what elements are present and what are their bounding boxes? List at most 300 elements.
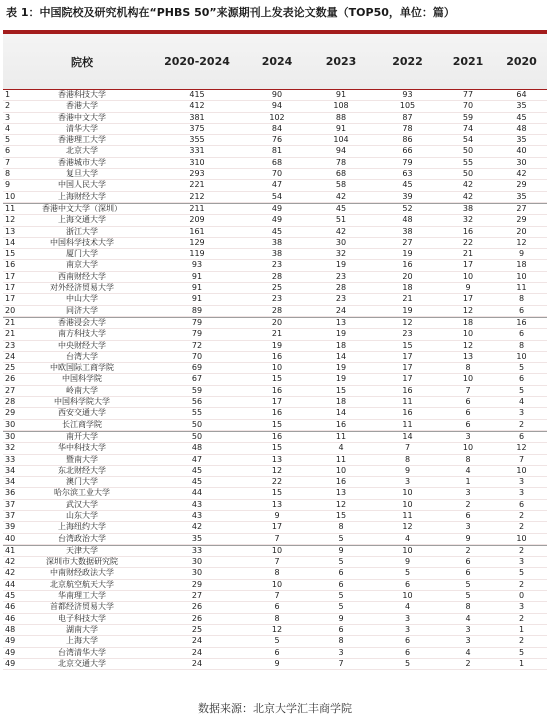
count-cell: 5 (404, 568, 411, 578)
count-cell: 29 (516, 180, 527, 190)
rank-cell: 10 (5, 191, 16, 201)
count-cell: 1 (465, 477, 471, 487)
count-cell: 56 (191, 397, 203, 407)
count-cell: 5 (518, 385, 525, 395)
rank-cell: 46 (5, 602, 16, 612)
count-cell: 8 (404, 454, 411, 464)
count-cell: 23 (271, 260, 283, 270)
institution-cell: 首都经济贸易大学 (50, 602, 114, 612)
table-body (3, 90, 547, 670)
institution-cell: 中欧国际工商学院 (50, 363, 114, 373)
count-cell: 10 (462, 329, 474, 339)
count-cell: 12 (402, 317, 413, 327)
count-cell: 23 (271, 294, 283, 304)
table-row (3, 545, 547, 557)
count-cell: 39 (402, 191, 413, 201)
count-cell: 86 (402, 135, 413, 145)
count-cell: 59 (462, 112, 474, 122)
count-cell: 72 (191, 340, 203, 350)
table-row (3, 352, 547, 363)
count-cell: 17 (402, 374, 413, 384)
count-cell: 66 (402, 146, 413, 156)
count-cell: 129 (189, 237, 205, 247)
rank-cell: 45 (5, 591, 16, 601)
institution-cell: 对外经济贸易大学 (50, 283, 114, 293)
count-cell: 6 (338, 579, 344, 589)
table-row (3, 580, 547, 591)
table-row (3, 648, 547, 659)
count-cell: 9 (465, 533, 471, 543)
count-cell: 19 (335, 374, 347, 384)
count-cell: 381 (189, 112, 205, 122)
count-cell: 48 (402, 215, 413, 225)
rank-cell: 14 (5, 237, 16, 247)
institution-cell: 浙江大学 (66, 226, 98, 236)
table-row (3, 260, 547, 271)
count-cell: 17 (271, 522, 283, 532)
count-cell: 17 (462, 260, 474, 270)
rank-cell: 34 (5, 465, 16, 475)
count-cell: 10 (516, 351, 527, 361)
table-row (3, 158, 547, 169)
count-cell: 7 (518, 454, 525, 464)
count-cell: 21 (402, 294, 413, 304)
count-cell: 40 (516, 146, 527, 156)
count-cell: 79 (191, 329, 203, 339)
rank-cell: 6 (5, 146, 11, 156)
count-cell: 20 (516, 226, 527, 236)
count-cell: 43 (191, 510, 203, 520)
count-cell: 10 (462, 374, 474, 384)
count-cell: 4 (465, 465, 471, 475)
count-cell: 7 (338, 658, 344, 668)
count-cell: 59 (191, 385, 203, 395)
count-cell: 19 (402, 249, 413, 259)
count-cell: 5 (338, 533, 344, 543)
rank-cell: 8 (5, 169, 11, 179)
count-cell: 19 (335, 363, 347, 373)
count-cell: 102 (269, 112, 285, 122)
data-source: 数据来源：北京大学汇丰商学院 (198, 702, 352, 715)
count-cell: 14 (402, 431, 413, 441)
count-cell: 19 (402, 305, 413, 315)
count-cell: 8 (465, 454, 471, 464)
count-cell: 6 (518, 305, 525, 315)
institution-cell: 上海财经大学 (58, 191, 106, 201)
count-cell: 8 (465, 363, 471, 373)
count-cell: 91 (191, 283, 203, 293)
rank-cell: 13 (5, 226, 16, 236)
count-cell: 6 (465, 568, 471, 578)
count-cell: 18 (402, 283, 413, 293)
count-cell: 8 (338, 636, 344, 646)
count-cell: 7 (274, 557, 280, 567)
count-cell: 17 (462, 294, 474, 304)
count-cell: 50 (462, 146, 474, 156)
count-cell: 3 (465, 488, 471, 498)
rank-cell: 33 (5, 454, 16, 464)
institution-cell: 北京交通大学 (58, 658, 106, 668)
table-row (3, 272, 547, 283)
count-cell: 2 (518, 419, 525, 429)
count-cell: 29 (191, 579, 203, 589)
count-cell: 35 (516, 191, 527, 201)
table-row (3, 488, 547, 499)
count-cell: 38 (402, 226, 413, 236)
count-cell: 23 (335, 271, 347, 281)
institution-cell: 中国科学技术大学 (50, 237, 114, 247)
count-cell: 6 (404, 636, 411, 646)
count-cell: 4 (465, 647, 471, 657)
count-cell: 16 (516, 317, 527, 327)
count-cell: 2 (518, 510, 525, 520)
rank-cell: 30 (5, 431, 16, 441)
count-cell: 15 (271, 374, 283, 384)
count-cell: 27 (402, 237, 413, 247)
rank-cell: 34 (5, 477, 16, 487)
table-row (3, 363, 547, 374)
institution-cell: 香港浸会大学 (58, 317, 106, 327)
header-2020: 2020 (506, 55, 537, 68)
count-cell: 10 (271, 579, 283, 589)
count-cell: 52 (402, 203, 413, 213)
rank-cell: 2 (5, 101, 11, 111)
table-row (3, 238, 547, 249)
count-cell: 25 (191, 624, 203, 634)
header-institution: 院校 (71, 55, 93, 69)
count-cell: 74 (462, 123, 474, 133)
count-cell: 50 (191, 431, 203, 441)
count-cell: 12 (516, 237, 527, 247)
count-cell: 4 (465, 613, 471, 623)
count-cell: 9 (274, 658, 280, 668)
institution-cell: 北京大学 (66, 146, 98, 156)
count-cell: 22 (462, 237, 474, 247)
count-cell: 3 (465, 624, 471, 634)
count-cell: 24 (191, 658, 203, 668)
count-cell: 78 (335, 157, 347, 167)
count-cell: 161 (189, 226, 205, 236)
count-cell: 24 (191, 647, 203, 657)
count-cell: 6 (518, 374, 525, 384)
count-cell: 51 (335, 215, 347, 225)
count-cell: 55 (462, 157, 474, 167)
count-cell: 21 (462, 249, 474, 259)
count-cell: 30 (191, 568, 203, 578)
count-cell: 44 (191, 488, 203, 498)
rank-cell: 26 (5, 374, 16, 384)
count-cell: 16 (402, 260, 413, 270)
count-cell: 3 (404, 613, 411, 623)
count-cell: 9 (404, 557, 411, 567)
institution-cell: 南方科技大学 (58, 329, 106, 339)
count-cell: 6 (465, 419, 471, 429)
table-row (3, 522, 547, 533)
count-cell: 35 (516, 101, 527, 111)
count-cell: 79 (402, 157, 413, 167)
count-cell: 5 (338, 602, 344, 612)
count-cell: 5 (338, 591, 344, 601)
institution-cell: 中国人民大学 (58, 180, 106, 190)
institution-cell: 南京大学 (66, 260, 98, 270)
count-cell: 10 (402, 499, 413, 509)
count-cell: 16 (402, 385, 413, 395)
count-cell: 5 (465, 579, 471, 589)
table-row (3, 306, 547, 317)
count-cell: 6 (465, 397, 471, 407)
rank-cell: 27 (5, 385, 16, 395)
count-cell: 6 (518, 499, 525, 509)
count-cell: 91 (191, 271, 203, 281)
table-row (3, 431, 547, 443)
count-cell: 42 (462, 180, 474, 190)
institution-cell: 长江商学院 (62, 419, 102, 429)
count-cell: 1 (518, 624, 525, 634)
count-cell: 91 (335, 123, 347, 133)
count-cell: 21 (271, 329, 283, 339)
count-cell: 15 (271, 488, 283, 498)
count-cell: 47 (271, 180, 283, 190)
count-cell: 17 (402, 351, 413, 361)
institution-cell: 武汉大学 (66, 499, 98, 509)
table-row (3, 135, 547, 146)
table-row (3, 192, 547, 203)
count-cell: 49 (271, 203, 283, 213)
institution-cell: 同济大学 (66, 305, 98, 315)
institution-cell: 深圳市大数据研究院 (46, 557, 118, 567)
table-row (3, 180, 547, 191)
count-cell: 10 (335, 465, 347, 475)
count-cell: 25 (271, 283, 283, 293)
institution-cell: 岭南大学 (66, 385, 98, 395)
rank-cell: 9 (5, 180, 11, 190)
count-cell: 10 (462, 443, 474, 453)
table-row (3, 511, 547, 522)
count-cell: 38 (462, 203, 474, 213)
table-row (3, 146, 547, 157)
institution-cell: 东北财经大学 (58, 465, 106, 475)
rank-cell: 30 (5, 419, 16, 429)
count-cell: 42 (335, 226, 347, 236)
count-cell: 78 (402, 123, 413, 133)
count-cell: 12 (271, 624, 283, 634)
count-cell: 10 (402, 591, 413, 601)
count-cell: 8 (274, 613, 280, 623)
count-cell: 50 (191, 419, 203, 429)
table-row (3, 90, 547, 101)
count-cell: 4 (404, 602, 411, 612)
count-cell: 9 (338, 613, 344, 623)
count-cell: 11 (402, 510, 413, 520)
count-cell: 13 (335, 488, 347, 498)
count-cell: 89 (191, 305, 203, 315)
count-cell: 93 (402, 90, 413, 99)
table-row (3, 374, 547, 385)
table-row (3, 294, 547, 305)
count-cell: 10 (516, 271, 527, 281)
count-cell: 11 (402, 397, 413, 407)
count-cell: 13 (335, 317, 347, 327)
rank-cell: 15 (5, 249, 16, 259)
count-cell: 94 (271, 101, 283, 111)
count-cell: 90 (271, 90, 283, 99)
count-cell: 35 (516, 135, 527, 145)
count-cell: 331 (189, 146, 205, 156)
rank-cell: 5 (5, 135, 11, 145)
count-cell: 23 (402, 329, 413, 339)
rank-cell: 11 (5, 203, 16, 213)
count-cell: 28 (271, 305, 283, 315)
count-cell: 6 (338, 624, 344, 634)
count-cell: 5 (518, 568, 525, 578)
institution-cell: 厦门大学 (66, 249, 98, 259)
institution-cell: 南开大学 (66, 431, 98, 441)
count-cell: 87 (402, 112, 413, 122)
count-cell: 9 (465, 283, 471, 293)
count-cell: 3 (518, 602, 525, 612)
rank-cell: 21 (5, 317, 16, 327)
institution-cell: 西安交通大学 (58, 408, 106, 418)
table-row (3, 455, 547, 466)
count-cell: 8 (465, 602, 471, 612)
table-row (3, 227, 547, 238)
count-cell: 16 (271, 408, 283, 418)
table-header (3, 30, 547, 90)
institution-cell: 上海大学 (66, 636, 98, 646)
rank-cell: 37 (5, 499, 16, 509)
institution-cell: 中央财经大学 (58, 340, 106, 350)
count-cell: 13 (271, 454, 283, 464)
table-row (3, 591, 547, 602)
rank-cell: 48 (5, 624, 16, 634)
count-cell: 84 (271, 123, 283, 133)
count-cell: 12 (462, 305, 474, 315)
count-cell: 2 (465, 499, 471, 509)
count-cell: 10 (402, 488, 413, 498)
count-cell: 20 (402, 271, 413, 281)
count-cell: 3 (465, 636, 471, 646)
institution-cell: 华中科技大学 (58, 443, 106, 453)
count-cell: 3 (338, 647, 344, 657)
count-cell: 79 (191, 317, 203, 327)
rank-cell: 37 (5, 510, 16, 520)
count-cell: 6 (518, 431, 525, 441)
count-cell: 3 (518, 477, 525, 487)
institution-cell: 香港中文大学（深圳） (42, 203, 122, 213)
count-cell: 2 (518, 579, 525, 589)
count-cell: 355 (189, 135, 205, 145)
institution-cell: 香港中文大学 (58, 112, 106, 122)
count-cell: 50 (462, 169, 474, 179)
institution-cell: 北京航空航天大学 (50, 579, 114, 589)
count-cell: 14 (335, 351, 347, 361)
count-cell: 209 (189, 215, 205, 225)
count-cell: 293 (189, 169, 205, 179)
count-cell: 8 (274, 568, 280, 578)
table-row (3, 568, 547, 579)
rank-cell: 29 (5, 408, 16, 418)
count-cell: 5 (404, 658, 411, 668)
count-cell: 91 (191, 294, 203, 304)
count-cell: 42 (516, 169, 527, 179)
count-cell: 412 (189, 101, 205, 111)
count-cell: 10 (516, 533, 527, 543)
count-cell: 26 (191, 613, 203, 623)
count-cell: 19 (271, 340, 283, 350)
count-cell: 29 (516, 215, 527, 225)
table-row (3, 169, 547, 180)
count-cell: 5 (518, 363, 525, 373)
rank-cell: 1 (5, 90, 11, 99)
count-cell: 3 (404, 477, 411, 487)
count-cell: 5 (274, 636, 280, 646)
count-cell: 33 (191, 545, 203, 555)
count-cell: 5 (338, 557, 344, 567)
count-cell: 15 (402, 340, 413, 350)
institution-cell: 中南财经政法大学 (50, 568, 114, 578)
table-row (3, 466, 547, 477)
rank-cell: 28 (5, 397, 16, 407)
count-cell: 19 (335, 260, 347, 270)
count-cell: 16 (335, 477, 347, 487)
table-row (3, 420, 547, 431)
count-cell: 2 (465, 545, 471, 555)
rank-cell: 32 (5, 443, 16, 453)
institution-cell: 中国科学院 (62, 374, 102, 384)
count-cell: 221 (189, 180, 205, 190)
count-cell: 4 (518, 397, 525, 407)
count-cell: 15 (335, 385, 347, 395)
institution-cell: 台湾大学 (66, 351, 98, 361)
count-cell: 16 (402, 408, 413, 418)
count-cell: 15 (271, 443, 283, 453)
institution-cell: 暨南大学 (66, 454, 98, 464)
count-cell: 48 (516, 123, 527, 133)
count-cell: 2 (518, 545, 525, 555)
count-cell: 6 (274, 647, 280, 657)
count-cell: 4 (404, 533, 411, 543)
rank-cell: 40 (5, 533, 16, 543)
count-cell: 7 (274, 591, 280, 601)
count-cell: 3 (465, 522, 471, 532)
count-cell: 119 (189, 249, 205, 259)
table-row (3, 101, 547, 112)
count-cell: 67 (191, 374, 203, 384)
rank-cell: 46 (5, 613, 16, 623)
institution-cell: 清华大学 (66, 123, 98, 133)
rank-cell: 41 (5, 545, 16, 555)
rank-cell: 20 (5, 305, 16, 315)
count-cell: 6 (274, 602, 280, 612)
count-cell: 6 (465, 510, 471, 520)
count-cell: 18 (516, 260, 527, 270)
table-row (3, 602, 547, 613)
institution-cell: 香港城市大学 (58, 157, 106, 167)
institution-cell: 上海交通大学 (58, 215, 106, 225)
count-cell: 7 (465, 385, 471, 395)
count-cell: 9 (274, 510, 280, 520)
count-cell: 45 (191, 477, 203, 487)
count-cell: 11 (402, 419, 413, 429)
count-cell: 28 (271, 271, 283, 281)
table-row (3, 557, 547, 568)
rank-cell: 49 (5, 658, 16, 668)
rank-cell: 42 (5, 557, 16, 567)
count-cell: 70 (271, 169, 283, 179)
institution-cell: 上海纽约大学 (58, 522, 106, 532)
count-cell: 27 (191, 591, 203, 601)
table-row (3, 408, 547, 419)
